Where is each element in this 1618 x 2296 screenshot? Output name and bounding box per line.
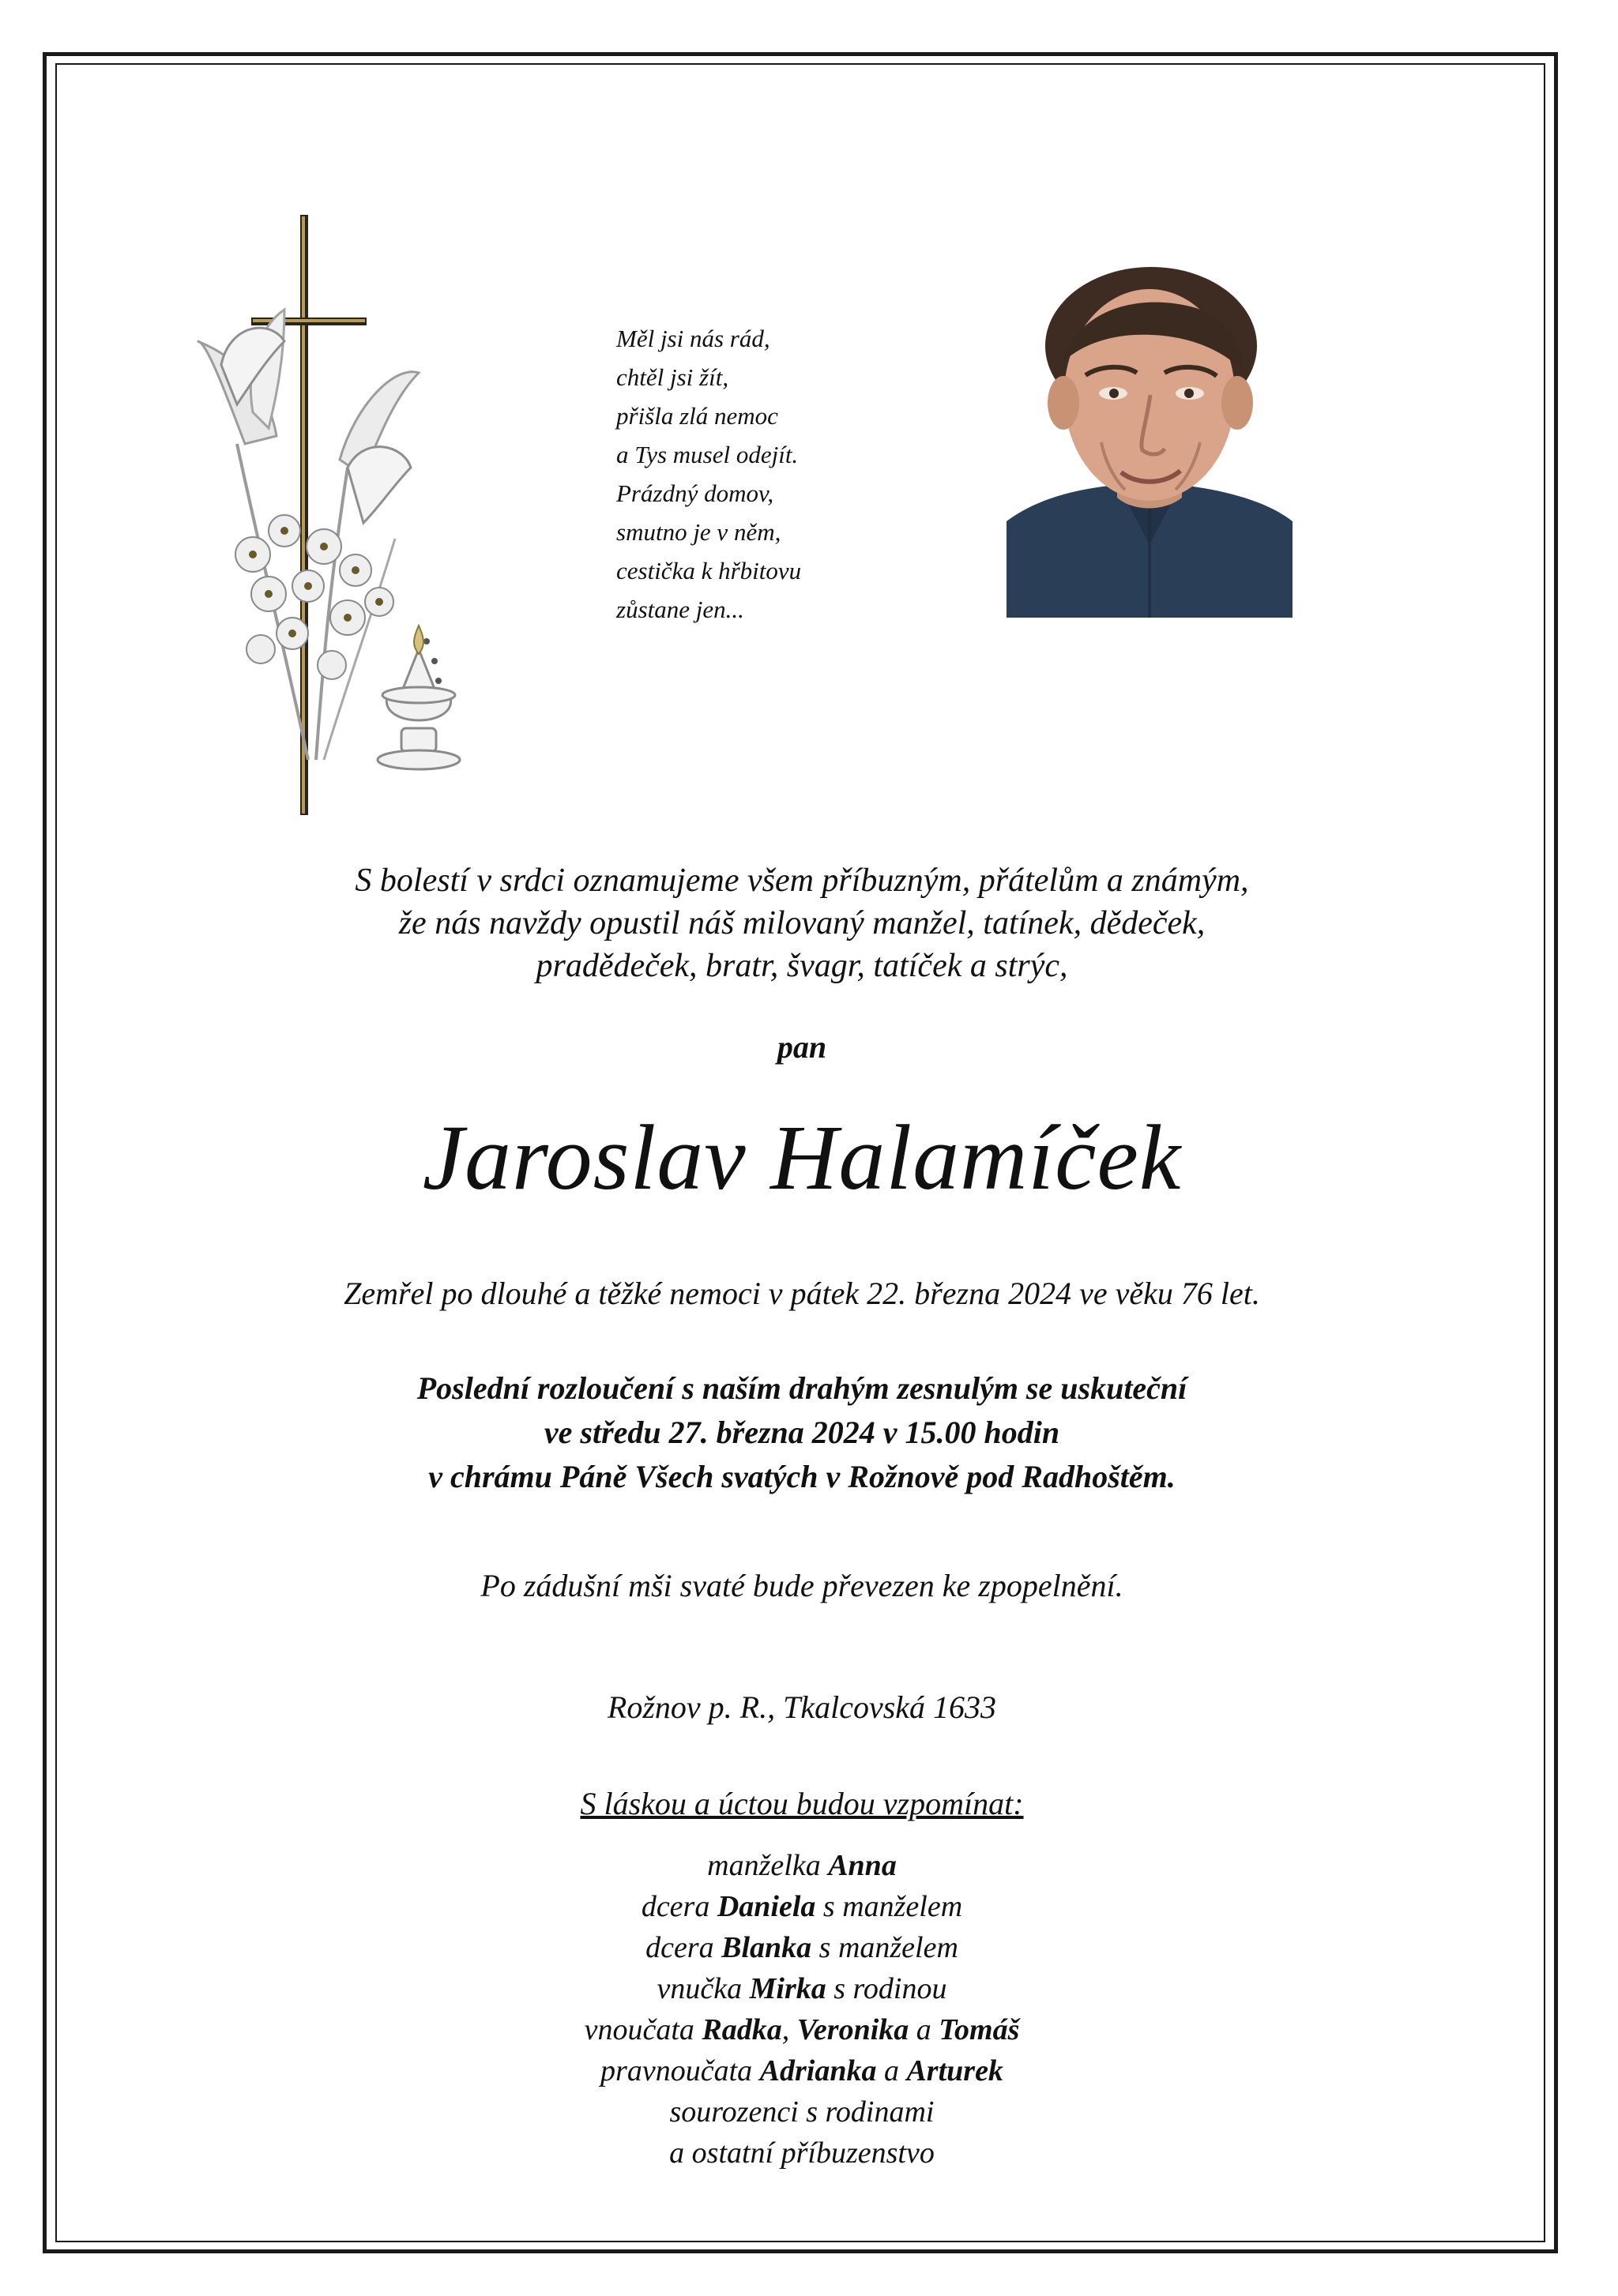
farewell-line: v chrámu Páně Všech svatých v Rožnově pod Radhoštěm. (428, 1459, 1176, 1494)
poem-line: smutno je v něm, (616, 518, 781, 546)
poem-line: chtěl jsi žít, (616, 363, 729, 391)
farewell-line: ve středu 27. března 2024 v 15.00 hodin (544, 1415, 1060, 1450)
mourner-name: Anna (828, 1849, 897, 1882)
mourner-name: Radka (702, 2013, 782, 2046)
mourners-list (63, 1845, 1541, 2174)
mourner-suffix: s manželem (815, 1890, 963, 1923)
mourner-relation: manželka (707, 1849, 829, 1882)
mourner-suffix: s rodinou (826, 1972, 947, 2005)
announcement-line: pradědeček, bratr, švagr, tatíček a strýc, (536, 948, 1068, 984)
mourner-line (63, 2009, 1541, 2050)
mourner-separator: a (876, 2054, 907, 2087)
mourner-name: Arturek (906, 2054, 1003, 2087)
mourner-relation: sourozenci s rodinami (669, 2095, 935, 2129)
mourner-relation: a ostatní příbuzenstvo (669, 2136, 935, 2170)
mourner-separator: a (909, 2013, 939, 2046)
death-info: Zemřel po dlouhé a těžké nemoci v pátek 22. března 2024 ve věku 76 let. (344, 1276, 1260, 1311)
mourner-name: Adrianka (759, 2054, 877, 2087)
mourners-heading-text: S láskou a úctou budou vzpomínat: (580, 1786, 1024, 1821)
mourner-name: Daniela (717, 1890, 816, 1923)
mourner-line (63, 1886, 1541, 1927)
farewell-line: Poslední rozloučení s naším drahým zesnulým se uskuteční (416, 1370, 1187, 1406)
mourner-relation: dcera (641, 1890, 717, 1923)
farewell-details (63, 1366, 1541, 1499)
announcement-line: že nás navždy opustil náš milovaný manžel, tatínek, dědeček, (398, 905, 1206, 941)
poem-line: cestička k hřbitovu (616, 557, 802, 584)
mourner-relation: dcera (645, 1931, 722, 1964)
honorific: pan (777, 1029, 827, 1065)
cremation-note: Po zádušní mši svaté bude převezen ke zpopelnění. (480, 1568, 1123, 1603)
mourner-relation: vnučka (657, 1972, 750, 2005)
mourner-line (63, 1968, 1541, 2009)
mourner-name: Veronika (796, 2013, 909, 2046)
poem-line: přišla zlá nemoc (616, 402, 778, 430)
poem-line: a Tys musel odejít. (616, 441, 799, 468)
mourner-line (63, 1845, 1541, 1886)
mourner-line (63, 2091, 1541, 2133)
mourner-suffix: s manželem (811, 1931, 958, 1964)
cross-with-lilies-icon (190, 207, 506, 823)
mourner-name: Tomáš (939, 2013, 1020, 2046)
poem-line: Prázdný domov, (616, 479, 774, 507)
mourners-heading (63, 1783, 1541, 1824)
mourner-separator: , (781, 2013, 797, 2046)
mourner-name: Mirka (749, 1972, 826, 2005)
poem-line: Měl jsi nás rád, (616, 325, 770, 352)
family-address: Rožnov p. R., Tkalcovská 1633 (607, 1689, 997, 1725)
mourner-line (63, 2050, 1541, 2091)
mourner-line (63, 1927, 1541, 1968)
deceased-name: Jaroslav Halamíček (422, 1106, 1182, 1209)
mourner-name: Blanka (721, 1931, 812, 1964)
mourner-relation: vnoučata (584, 2013, 702, 2046)
poem-line: zůstane jen... (616, 596, 744, 623)
portrait-photo (1007, 261, 1293, 618)
poem (616, 319, 964, 629)
mourner-line (63, 2133, 1541, 2174)
announcement (63, 859, 1541, 987)
mourner-relation: pravnoučata (600, 2054, 760, 2087)
announcement-line: S bolestí v srdci oznamujeme všem příbuzným, přátelům a známým, (355, 862, 1249, 899)
